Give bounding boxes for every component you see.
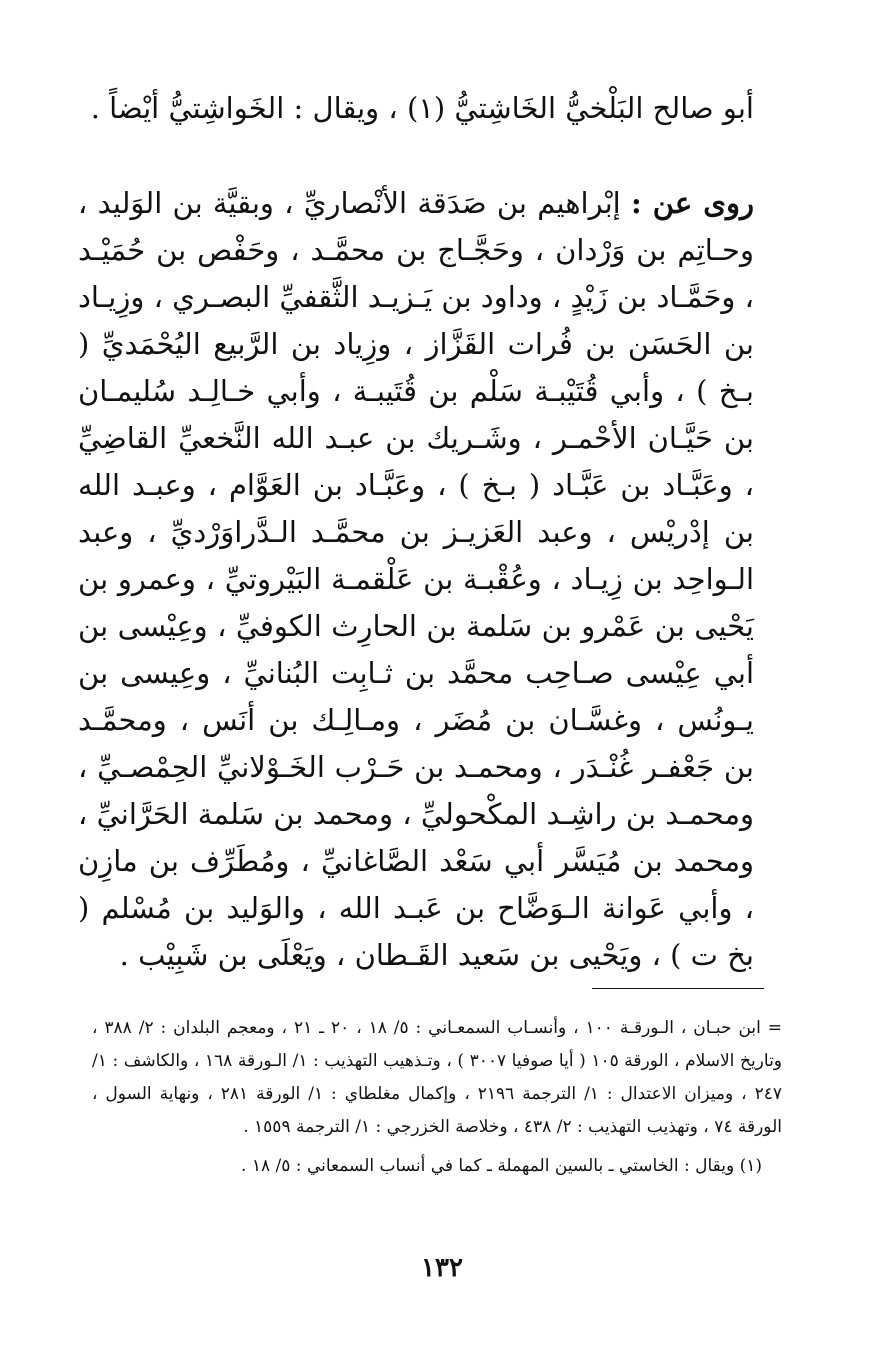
- footnote-divider: [592, 988, 764, 989]
- footnote-1: (١) ويقال : الخاستي ـ بالسين المهملة ـ كما في أنساب السمعاني : ٥/ ١٨ .: [241, 1156, 762, 1176]
- narrators-list: إبْراهيم بن صَدَقة الأنْصاريِّ ، وبقيَّة بن الوَليد ، وحـاتِم بن وَرْدان ، وحَجَّـاج بن محمَّـد ، وحَفْص بن حُمَيْـد ، وحَمَّـاد بن زَيْدٍ ، وداود بن يَـزيـد الثَّقفيِّ البصـري ، وزِيـاد بن الحَسَن بن فُرات القَزَّاز ، وزِياد بن الرَّبيع اليُحْمَديِّ ( بـخ ) ، وأبي قُتَيْبـة سَلْم بن قُتَيبـة ، وأبي خـالِـد سُليمـان بن حَيَّـان الأحْمـر ، وشَـريك بن عبـد الله النَّخعيِّ القاضِيِّ ، وعَبَّـاد بن عَبَّـاد ( بـخ ) ، وعَبَّـاد بن العَوَّام ، وعبـد الله بن إدْريْس ، وعبد العَزيـز بن محمَّـد الـدَّراوَرْديِّ ، وعبد الـواحِد بن زِيـاد ، وعُقْبـة بن عَلْقمـة البَيْروتيِّ ، وعمرو بن يَحْيى بن عَمْرو بن سَلمة بن الحارِث الكوفيِّ ، وعِيْسى بن أبي عِيْسى صـاحِب محمَّد بن ثـابِت البُنانيِّ ، وعِيسى بن يـونُس ، وغسَّـان بن مُضَر ، ومـالِـك بن أنَس ، ومحمَّـد بن جَعْفـر غُنْـدَر ، ومحمـد بن حَـرْب الخَـوْلانيِّ الحِمْصـيِّ ، ومحمـد بن راشِـد المكْحوليِّ ، ومحمد بن سَلمة الحَرَّانيِّ ، ومحمد بن مُيَسَّر أبي سَعْد الصَّاغانيِّ ، ومُطَرِّف بن مازِن ، وأبي عَوانة الـوَضَّاح بن عَبـد الله ، والوَليد بن مُسْلم ( بخ ت ) ، ويَحْيى بن سَعيد القَـطان ، ويَعْلَى بن شَبِيْب .: [78, 186, 754, 972]
- footnotes-section: [92, 1012, 782, 1183]
- main-paragraph: [78, 180, 754, 979]
- page-number: ١٣٢: [421, 1253, 463, 1283]
- entry-header: أبو صالح البَلْخيُّ الخَاشِتيُّ (١) ، ويقال : الخَواشِتيُّ أيْضاً .: [90, 91, 754, 125]
- footnote-continuation: = ابن حبـان ، الـورقـة ١٠٠ ، وأنسـاب السمعـاني : ٥/ ١٨ ، ٢٠ ـ ٢١ ، ومعجم البلدان : ٢/ ٣٨٨ ، وتاريخ الاسلام ، الورقة ١٠٥ ( أيا صوفيا ٣٠٠٧ ) ، وتـذهيب التهذيب : ١/ الـورقة ١٦٨ ، والكاشف : ١/ ٢٤٧ ، وميزان الاعتدال : ١/ الترجمة ٢١٩٦ ، وإكمال مغلطاي : ١/ الورقة ٢٨١ ، ونهاية السول ، الورقة ٧٤ ، وتهذيب التهذيب : ٢/ ٤٣٨ ، وخلاصة الخزرجي : ١/ الترجمة ١٥٥٩ .: [92, 1018, 783, 1137]
- narrated-from-label: روى عن :: [630, 186, 754, 220]
